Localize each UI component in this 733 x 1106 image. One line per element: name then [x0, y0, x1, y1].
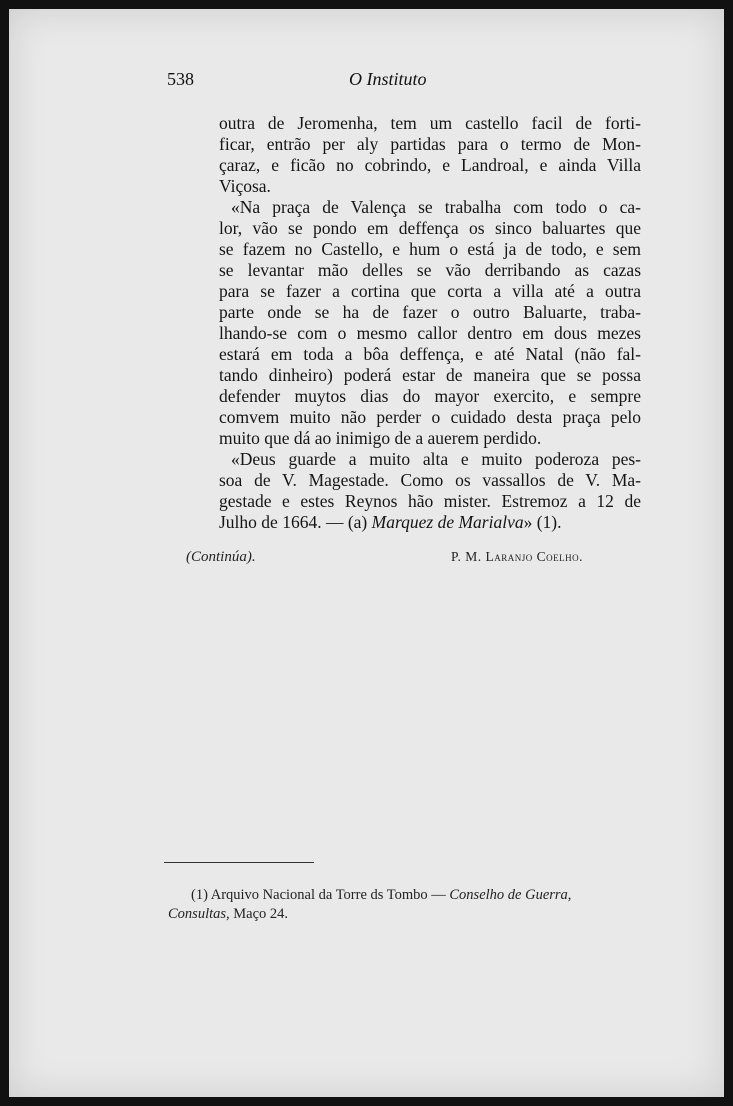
footnote-line — [168, 905, 288, 923]
body-line: muito que dá ao inimigo de a auerem perdido. — [219, 428, 542, 448]
author-signature: P. M. Laranjo Coelho. — [451, 549, 584, 564]
document-page — [9, 9, 724, 1097]
continua-note: (Continúa). — [186, 549, 256, 565]
body-line: soa de V. Magestade. Como os vassallos de V. Ma- — [219, 470, 641, 490]
body-line: çaraz, e ficão no cobrindo, e Landroal, e ainda Villa — [219, 155, 641, 175]
body-line: Viçosa. — [219, 176, 271, 196]
body-line: lhando-se com o mesmo callor dentro em dous mezes — [219, 323, 641, 343]
body-line: defender muytos dias do mayor exercito, e sempre — [219, 386, 641, 406]
page-number: 538 — [167, 69, 194, 89]
footnote-text: (1) Arquivo Nacional da Torre ds Tombo — — [191, 887, 450, 903]
body-line: «Deus guarde a muito alta e muito poderoza pes- — [231, 449, 641, 469]
body-line: outra de Jeromenha, tem um castello facil de forti- — [219, 113, 641, 133]
footnote-divider — [164, 862, 314, 863]
body-line: estará em toda a bôa deffença, e até Natal (não fal- — [219, 344, 641, 364]
body-line: lor, vão se pondo em deffença os sinco baluartes que — [219, 218, 641, 238]
date-text: Julho de 1664. — (a) — [219, 512, 372, 532]
closing-line — [219, 512, 641, 532]
footnote-source: Conselho de Guerra, — [449, 887, 572, 903]
body-line: se levantar mão delles se vão derribando as cazas — [219, 260, 641, 280]
footnote-text-cont: Maço 24. — [229, 906, 289, 922]
running-title: O Instituto — [349, 69, 427, 89]
footnote-ref: » (1). — [523, 512, 562, 532]
body-line: gestade e estes Reynos hão mister. Estremoz a 12 de — [219, 491, 641, 511]
body-line: tando dinheiro) poderá estar de maneira que se possa — [219, 365, 641, 385]
body-line: comvem muito não perder o cuidado desta praça pelo — [219, 407, 641, 427]
body-line: se fazem no Castello, e hum o está ja de todo, e sem — [219, 239, 641, 259]
body-line: «Na praça de Valença se trabalha com todo o ca- — [231, 197, 641, 217]
body-line: ficar, entrão per aly partidas para o termo de Mon- — [219, 134, 641, 154]
body-line: parte onde se ha de fazer o outro Baluarte, traba- — [219, 302, 641, 322]
body-line: para se fazer a cortina que corta a villa até a outra — [219, 281, 641, 301]
signature-name: Marquez de Marialva — [371, 512, 524, 532]
footnote-source-cont: Consultas, — [168, 906, 230, 922]
footnote-line — [191, 886, 571, 904]
